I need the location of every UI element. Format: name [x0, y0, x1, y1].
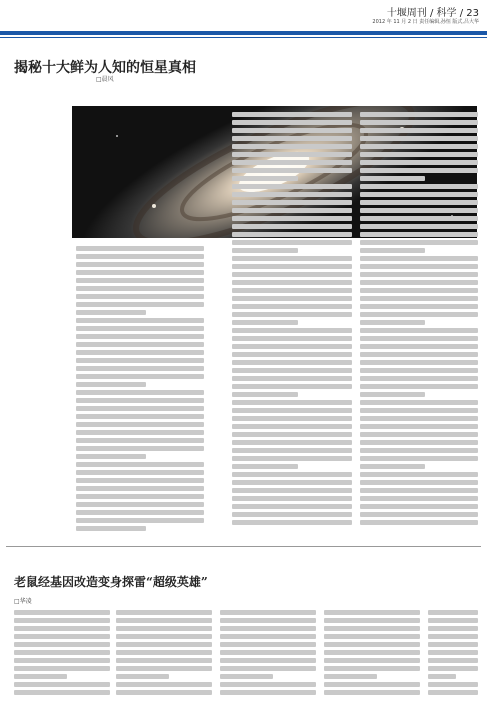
text-line [76, 382, 146, 387]
text-line [76, 478, 204, 483]
text-line [360, 176, 425, 181]
text-line [360, 520, 478, 525]
text-line [220, 634, 316, 639]
text-line [428, 642, 478, 647]
text-line [360, 432, 478, 437]
text-line [428, 634, 478, 639]
text-line [360, 384, 478, 389]
text-line [220, 618, 316, 623]
text-line [232, 504, 352, 509]
text-line [76, 446, 204, 451]
text-line [232, 448, 352, 453]
text-line [232, 168, 352, 173]
text-line [324, 610, 420, 615]
text-line [360, 264, 478, 269]
text-line [360, 240, 478, 245]
text-line [360, 312, 478, 317]
text-line [360, 480, 478, 485]
text-line [116, 610, 212, 615]
article-1-byline: □晨风 [96, 76, 114, 83]
text-line [232, 304, 352, 309]
text-line [232, 368, 352, 373]
text-line [324, 690, 420, 695]
text-line [360, 224, 478, 229]
text-line [428, 666, 478, 671]
text-line [360, 336, 478, 341]
text-line [232, 184, 352, 189]
masthead-title: 十堰周刊 / 科学 / 23 [386, 8, 479, 19]
text-line [232, 208, 352, 213]
text-line [232, 144, 352, 149]
masthead-blue-rule [0, 31, 487, 35]
text-line [14, 658, 110, 663]
article-separator [6, 546, 481, 547]
text-line [76, 246, 204, 251]
text-line [14, 618, 110, 623]
text-line [360, 120, 478, 125]
text-line [76, 414, 204, 419]
text-line [76, 494, 204, 499]
text-line [76, 310, 146, 315]
text-line [232, 384, 352, 389]
text-line [232, 296, 352, 301]
article-2-column-5 [428, 610, 478, 698]
text-line [116, 634, 212, 639]
article-2-column-2 [116, 610, 212, 698]
text-line [232, 280, 352, 285]
text-line [360, 408, 478, 413]
text-line [76, 502, 204, 507]
text-line [76, 342, 204, 347]
text-line [220, 674, 273, 679]
text-line [232, 400, 352, 405]
text-line [360, 464, 425, 469]
text-line [116, 682, 212, 687]
article-2-column-1 [14, 610, 110, 698]
text-line [360, 368, 478, 373]
text-line [232, 480, 352, 485]
text-line [76, 486, 204, 491]
text-line [76, 518, 204, 523]
text-line [116, 666, 212, 671]
text-line [232, 112, 352, 117]
text-line [428, 650, 478, 655]
text-line [232, 520, 352, 525]
text-line [360, 208, 478, 213]
masthead-subline: 2012 年 11 月 2 日 责任编辑,孙恒 版式,吕大华 [372, 19, 479, 25]
text-line [232, 272, 352, 277]
text-line [232, 440, 352, 445]
text-line [76, 294, 204, 299]
text-line [76, 358, 204, 363]
text-line [360, 248, 425, 253]
text-line [360, 392, 425, 397]
text-line [220, 642, 316, 647]
text-line [232, 128, 352, 133]
text-line [232, 424, 352, 429]
text-line [360, 416, 478, 421]
text-line [360, 112, 478, 117]
text-line [232, 136, 352, 141]
text-line [232, 216, 352, 221]
text-line [232, 248, 298, 253]
text-line [360, 328, 478, 333]
text-line [116, 658, 212, 663]
text-line [232, 120, 352, 125]
text-line [220, 658, 316, 663]
article-1-column-2 [232, 112, 352, 528]
text-line [428, 618, 478, 623]
text-line [324, 642, 420, 647]
masthead-thin-rule [0, 37, 487, 38]
text-line [360, 136, 478, 141]
text-line [360, 168, 478, 173]
text-line [360, 256, 478, 261]
text-line [360, 216, 478, 221]
text-line [76, 462, 204, 467]
text-line [428, 610, 478, 615]
text-line [428, 682, 478, 687]
text-line [76, 374, 204, 379]
text-line [232, 256, 352, 261]
text-line [428, 690, 478, 695]
text-line [76, 286, 204, 291]
text-line [428, 626, 478, 631]
text-line [360, 488, 478, 493]
text-line [360, 192, 478, 197]
text-line [360, 424, 478, 429]
text-line [360, 200, 478, 205]
text-line [232, 456, 352, 461]
text-line [232, 152, 352, 157]
text-line [232, 264, 352, 269]
text-line [360, 512, 478, 517]
text-line [324, 666, 420, 671]
text-line [232, 464, 298, 469]
text-line [76, 454, 146, 459]
text-line [324, 618, 420, 623]
text-line [76, 350, 204, 355]
text-line [76, 302, 204, 307]
text-line [14, 642, 110, 647]
article-2-column-3 [220, 610, 316, 698]
text-line [232, 336, 352, 341]
text-line [360, 184, 478, 189]
article-2-headline: 老鼠经基因改造变身探雷“超级英雄” [14, 575, 208, 589]
text-line [232, 392, 298, 397]
text-line [220, 682, 316, 687]
text-line [360, 456, 478, 461]
text-line [360, 360, 478, 365]
text-line [232, 408, 352, 413]
text-line [76, 422, 204, 427]
text-line [232, 320, 298, 325]
text-line [232, 512, 352, 517]
masthead [279, 4, 479, 30]
text-line [220, 666, 316, 671]
text-line [76, 262, 204, 267]
text-line [360, 296, 478, 301]
text-line [76, 398, 204, 403]
text-line [14, 610, 110, 615]
text-line [220, 650, 316, 655]
text-line [76, 326, 204, 331]
text-line [76, 470, 204, 475]
text-line [324, 658, 420, 663]
text-line [360, 160, 478, 165]
text-line [116, 618, 212, 623]
text-line [116, 626, 212, 631]
text-line [360, 352, 478, 357]
text-line [360, 152, 478, 157]
text-line [76, 390, 204, 395]
text-line [324, 682, 420, 687]
text-line [360, 376, 478, 381]
article-1-column-1 [76, 246, 204, 534]
text-line [360, 496, 478, 501]
text-line [232, 432, 352, 437]
text-line [76, 430, 204, 435]
text-line [76, 254, 204, 259]
text-line [116, 674, 169, 679]
text-line [324, 626, 420, 631]
text-line [232, 176, 298, 181]
text-line [76, 510, 204, 515]
text-line [360, 232, 478, 237]
text-line [76, 318, 204, 323]
text-line [76, 278, 204, 283]
text-line [232, 192, 352, 197]
text-line [360, 280, 478, 285]
text-line [76, 334, 204, 339]
text-line [116, 650, 212, 655]
text-line [232, 488, 352, 493]
text-line [360, 472, 478, 477]
text-line [360, 144, 478, 149]
text-line [14, 690, 110, 695]
text-line [14, 650, 110, 655]
text-line [232, 496, 352, 501]
text-line [360, 504, 478, 509]
text-line [116, 690, 212, 695]
text-line [14, 666, 110, 671]
article-1-column-3 [360, 112, 478, 528]
text-line [14, 674, 67, 679]
text-line [14, 634, 110, 639]
text-line [116, 642, 212, 647]
text-line [324, 674, 377, 679]
text-line [428, 674, 456, 679]
text-line [232, 224, 352, 229]
text-line [428, 658, 478, 663]
article-2-byline: □华凌 [14, 598, 32, 605]
text-line [232, 232, 352, 237]
text-line [360, 288, 478, 293]
text-line [232, 352, 352, 357]
text-line [232, 288, 352, 293]
text-line [14, 682, 110, 687]
text-line [360, 400, 478, 405]
text-line [76, 270, 204, 275]
text-line [360, 320, 425, 325]
text-line [360, 272, 478, 277]
text-line [220, 690, 316, 695]
text-line [232, 240, 352, 245]
text-line [220, 610, 316, 615]
text-line [232, 328, 352, 333]
text-line [360, 344, 478, 349]
text-line [14, 626, 110, 631]
text-line [232, 160, 352, 165]
text-line [360, 304, 478, 309]
text-line [232, 360, 352, 365]
text-line [220, 626, 316, 631]
text-line [324, 634, 420, 639]
text-line [360, 128, 478, 133]
article-2-column-4 [324, 610, 420, 698]
text-line [232, 416, 352, 421]
text-line [76, 406, 204, 411]
text-line [232, 312, 352, 317]
text-line [232, 344, 352, 349]
text-line [360, 440, 478, 445]
text-line [76, 526, 146, 531]
text-line [232, 472, 352, 477]
article-1-headline: 揭秘十大鲜为人知的恒星真相 [14, 60, 196, 76]
text-line [232, 376, 352, 381]
text-line [76, 438, 204, 443]
text-line [232, 200, 352, 205]
text-line [324, 650, 420, 655]
text-line [360, 448, 478, 453]
text-line [76, 366, 204, 371]
